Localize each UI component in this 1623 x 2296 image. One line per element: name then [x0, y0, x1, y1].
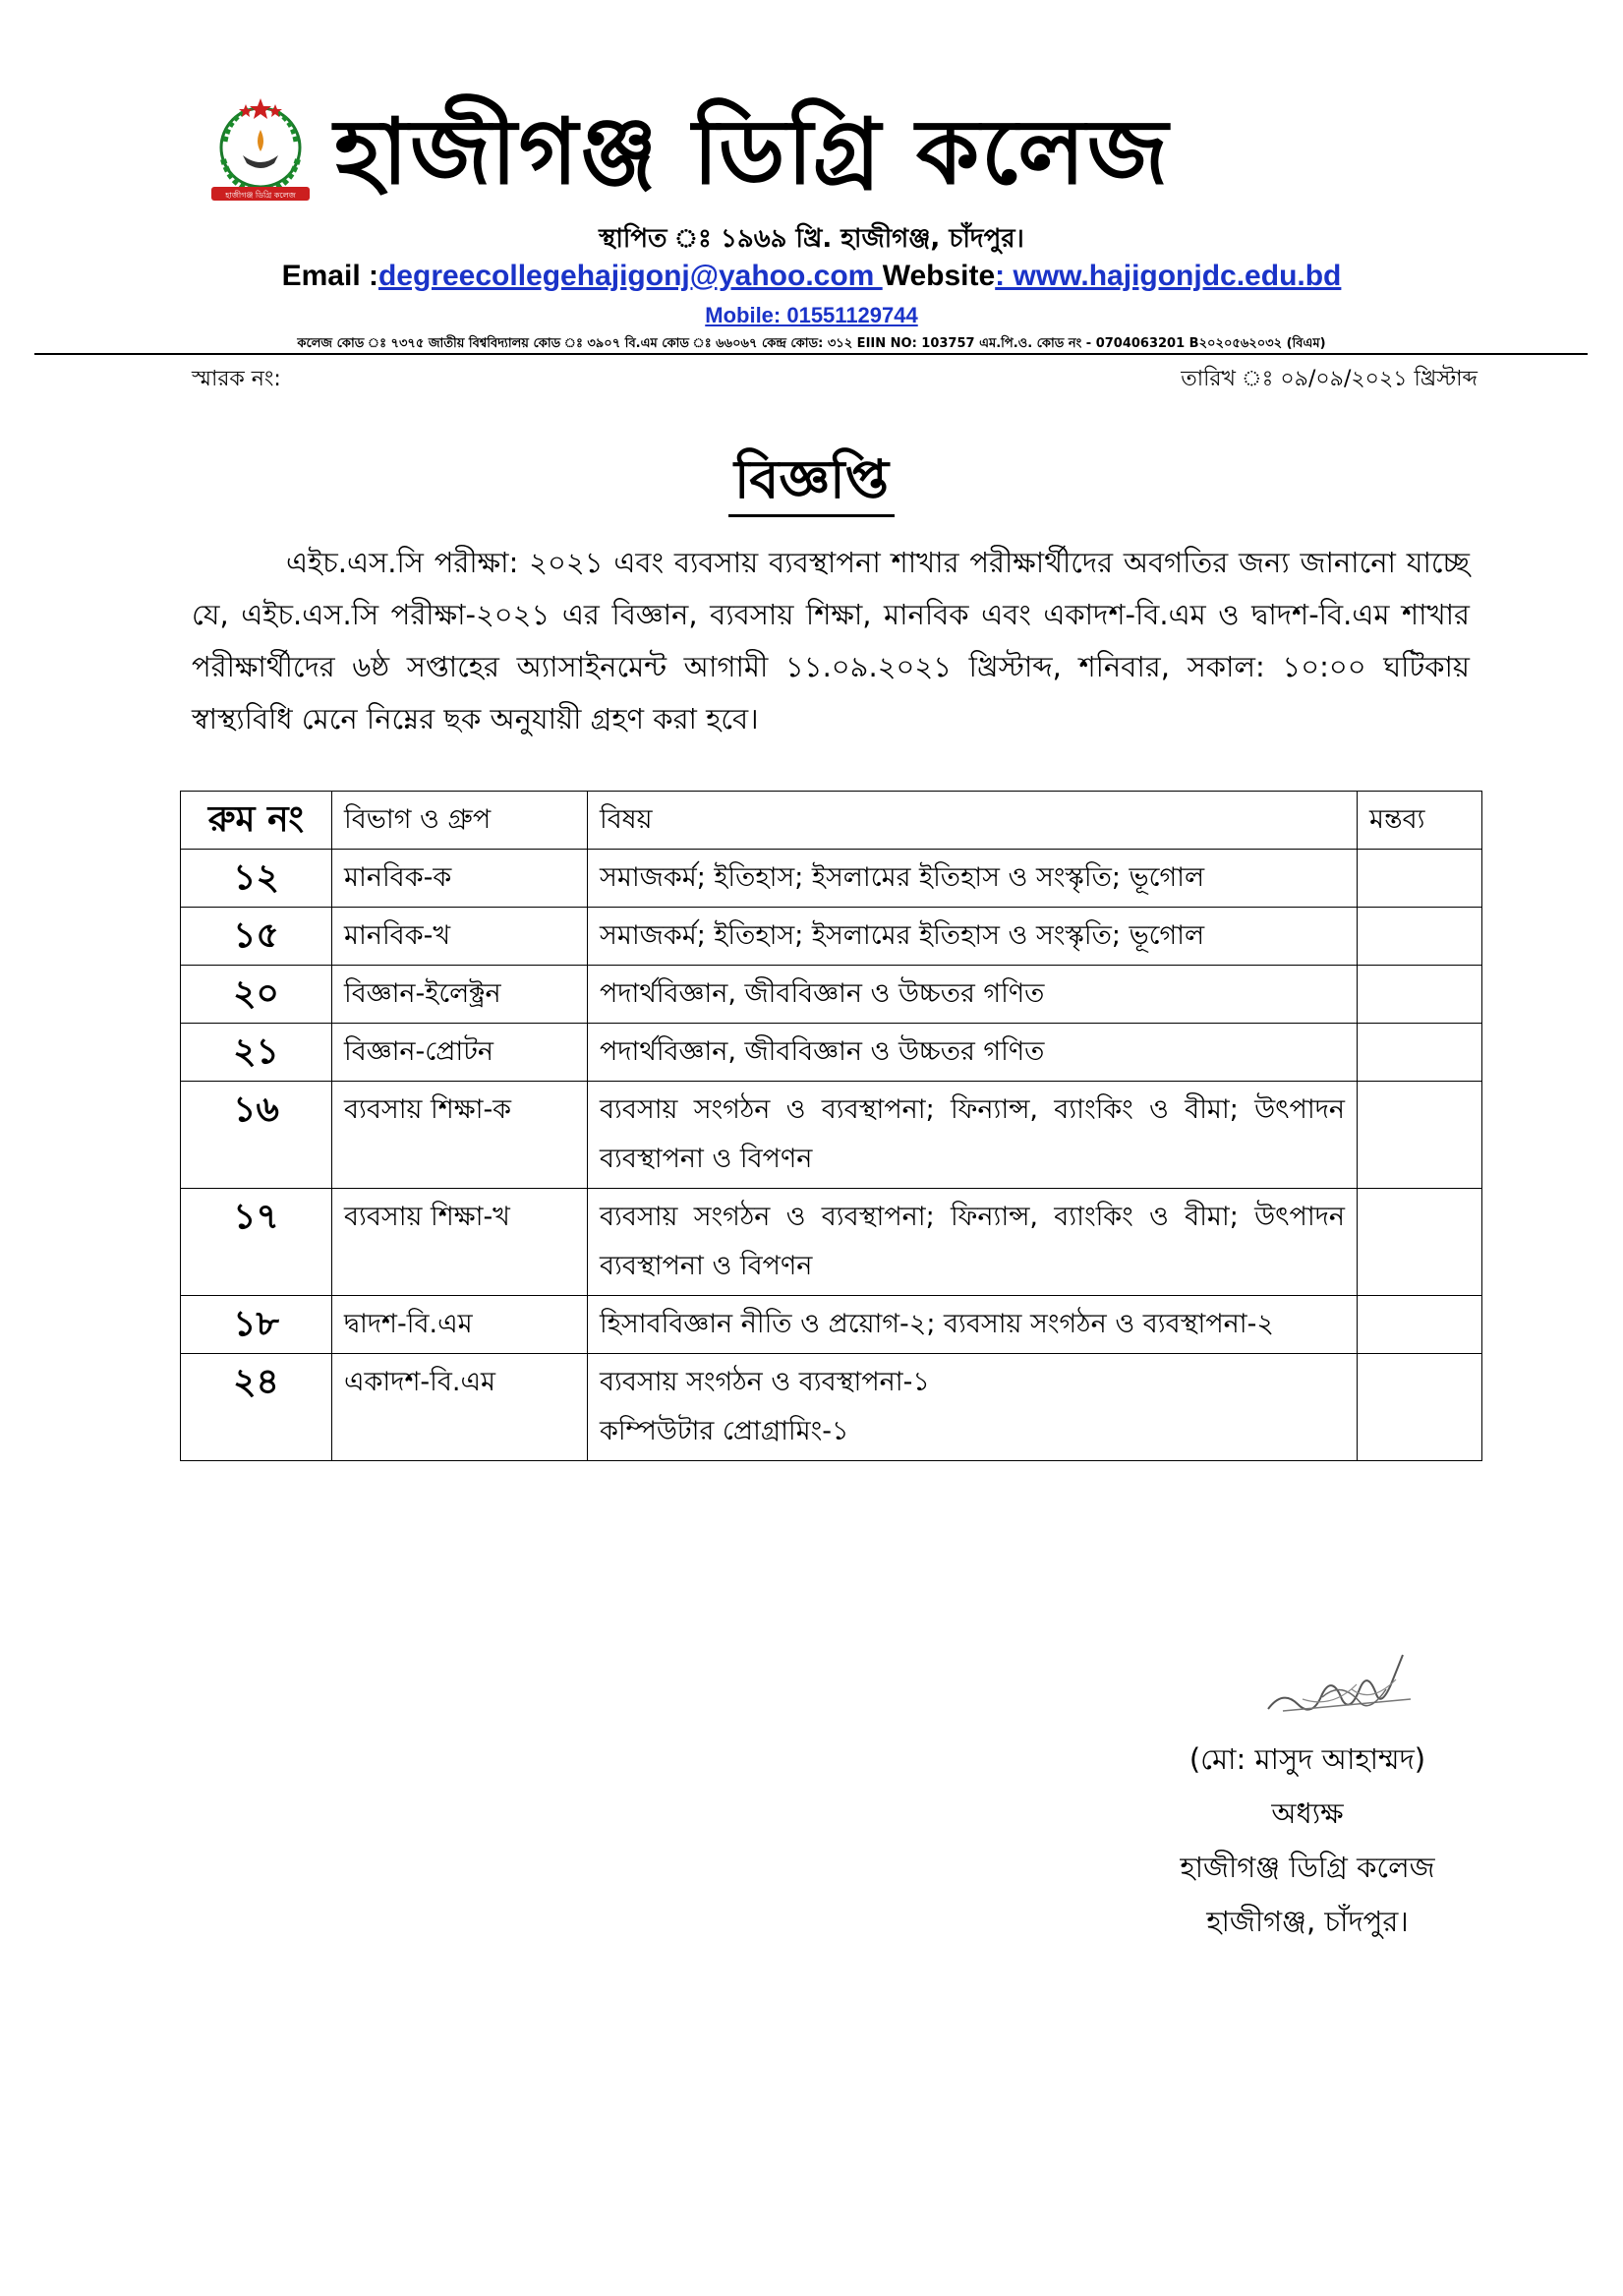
remarks-cell: [1358, 966, 1482, 1024]
signatory-block: [1111, 1733, 1504, 1949]
table-row: [181, 908, 1482, 966]
table-header-row: [181, 792, 1482, 850]
college-logo: [192, 90, 329, 208]
remarks-cell: [1358, 1354, 1482, 1461]
remarks-cell: [1358, 908, 1482, 966]
subjects-cell: হিসাববিজ্ঞান নীতি ও প্রয়োগ-২; ব্যবসায় সংগঠন ও ব্যবস্থাপনা-২: [588, 1296, 1358, 1354]
header-room-no: রুম নং: [181, 792, 332, 850]
signatory-location: হাজীগঞ্জ, চাঁদপুর।: [1206, 1905, 1409, 1938]
email-link[interactable]: degreecollegehajigonj@yahoo.com: [377, 260, 883, 292]
header-divider: [34, 353, 1588, 355]
table-row: [181, 966, 1482, 1024]
table-row: [181, 1024, 1482, 1082]
group-cell: একাদশ-বি.এম: [332, 1354, 588, 1461]
signatory-name: (মো: মাসুদ আহাম্মদ): [1188, 1742, 1426, 1776]
table-row: [181, 1296, 1482, 1354]
notice-body: এইচ.এস.সি পরীক্ষা: ২০২১ এবং ব্যবসায় ব্যবস্থাপনা শাখার পরীক্ষার্থীদের অবগতির জন্য জানানো যাচ্ছে যে, এইচ.এস.সি পরীক্ষা-২০২১ এর বিজ্ঞান, ব্যবসায় শিক্ষা, মানবিক এবং একাদশ-বি.এম ও দ্বাদশ-বি.এম শাখার পরীক্ষার্থীদের ৬ষ্ঠ সপ্তাহের অ্যাসাইনমেন্ট আগামী ১১.০৯.২০২১ খ্রিস্টাব্দ, শনিবার, সকাল: ১০:০০ ঘটিকায় স্বাস্থ্যবিধি মেনে নিম্নের ছক অনুযায়ী গ্রহণ করা হবে।: [192, 546, 1470, 736]
subjects-cell: ব্যবসায় সংগঠন ও ব্যবস্থাপনা; ফিন্যান্স, ব্যাংকিং ও বীমা; উৎপাদন ব্যবস্থাপনা ও বিপণন: [588, 1189, 1358, 1296]
subjects-line: ব্যবসায় সংগঠন ও ব্যবস্থাপনা-১: [600, 1367, 930, 1397]
table-row: [181, 1082, 1482, 1189]
subjects-cell: সমাজকর্ম; ইতিহাস; ইসলামের ইতিহাস ও সংস্কৃতি; ভূগোল: [588, 850, 1358, 908]
established-line: স্থাপিত ঃ ১৯৬৯ খ্রি. হাজীগঞ্জ, চাঁদপুর।: [599, 224, 1024, 254]
group-cell: দ্বাদশ-বি.এম: [332, 1296, 588, 1354]
header-group: বিভাগ ও গ্রুপ: [332, 792, 588, 850]
signatory-designation: অধ্যক্ষ: [1271, 1796, 1344, 1830]
room-cell: ২৪: [181, 1354, 332, 1461]
table-row: [181, 850, 1482, 908]
table-row: [181, 1189, 1482, 1296]
email-label: Email :: [281, 260, 378, 292]
group-cell: মানবিক-খ: [332, 908, 588, 966]
header-remarks: মন্তব্য: [1358, 792, 1482, 850]
group-cell: ব্যবসায় শিক্ষা-ক: [332, 1082, 588, 1189]
mobile-number[interactable]: Mobile: 01551129744: [705, 303, 918, 327]
group-cell: ব্যবসায় শিক্ষা-খ: [332, 1189, 588, 1296]
header-subjects: বিষয়: [588, 792, 1358, 850]
group-cell: বিজ্ঞান-প্রোটন: [332, 1024, 588, 1082]
room-cell: ১৫: [181, 908, 332, 966]
room-cell: ১২: [181, 850, 332, 908]
memo-number: স্মারক নং:: [192, 367, 281, 391]
notice-date: তারিখ ঃ ০৯/০৯/২০২১ খ্রিস্টাব্দ: [1181, 367, 1478, 391]
website-link[interactable]: : www.hajigonjdc.edu.bd: [995, 260, 1342, 292]
remarks-cell: [1358, 1024, 1482, 1082]
remarks-cell: [1358, 1189, 1482, 1296]
contact-line: [0, 260, 1623, 293]
college-codes: কলেজ কোড ঃ ৭৩৭৫ জাতীয় বিশ্ববিদ্যালয় কোড ঃ ৩৯০৭ বি.এম কোড ঃ ৬৬০৬৭ কেন্দ্র কোড: ৩১২ EIIN NO: 103757 এম.পি.ও. কোড নং - 0704063201 B২০২০৫৬২০৩২ (বিএম): [297, 336, 1326, 351]
college-name: হাজীগঞ্জ ডিগ্রি কলেজ: [334, 99, 1171, 205]
group-cell: মানবিক-ক: [332, 850, 588, 908]
room-cell: ১৭: [181, 1189, 332, 1296]
room-cell: ২১: [181, 1024, 332, 1082]
signatory-institution: হাজীগঞ্জ ডিগ্রি কলেজ: [1180, 1851, 1435, 1884]
subjects-line: কম্পিউটার প্রোগ্রামিং-১: [600, 1416, 849, 1446]
website-label: Website: [882, 260, 996, 292]
subjects-cell: পদার্থবিজ্ঞান, জীববিজ্ঞান ও উচ্চতর গণিত: [588, 1024, 1358, 1082]
subjects-cell: [588, 1354, 1358, 1461]
remarks-cell: [1358, 850, 1482, 908]
subjects-cell: পদার্থবিজ্ঞান, জীববিজ্ঞান ও উচ্চতর গণিত: [588, 966, 1358, 1024]
table-row: [181, 1354, 1482, 1461]
room-cell: ১৮: [181, 1296, 332, 1354]
remarks-cell: [1358, 1296, 1482, 1354]
subjects-cell: সমাজকর্ম; ইতিহাস; ইসলামের ইতিহাস ও সংস্কৃতি; ভূগোল: [588, 908, 1358, 966]
notice-title-wrap: [0, 447, 1623, 517]
room-cell: ২০: [181, 966, 332, 1024]
group-cell: বিজ্ঞান-ইলেক্ট্রন: [332, 966, 588, 1024]
logo-text: হাজীগঞ্জ ডিগ্রি কলেজ: [225, 191, 296, 200]
schedule-table: [180, 791, 1482, 1461]
notice-title: বিজ্ঞপ্তি: [728, 447, 895, 517]
principal-signature: [1263, 1650, 1425, 1729]
remarks-cell: [1358, 1082, 1482, 1189]
subjects-cell: ব্যবসায় সংগঠন ও ব্যবস্থাপনা; ফিন্যান্স, ব্যাংকিং ও বীমা; উৎপাদন ব্যবস্থাপনা ও বিপণন: [588, 1082, 1358, 1189]
room-cell: ১৬: [181, 1082, 332, 1189]
